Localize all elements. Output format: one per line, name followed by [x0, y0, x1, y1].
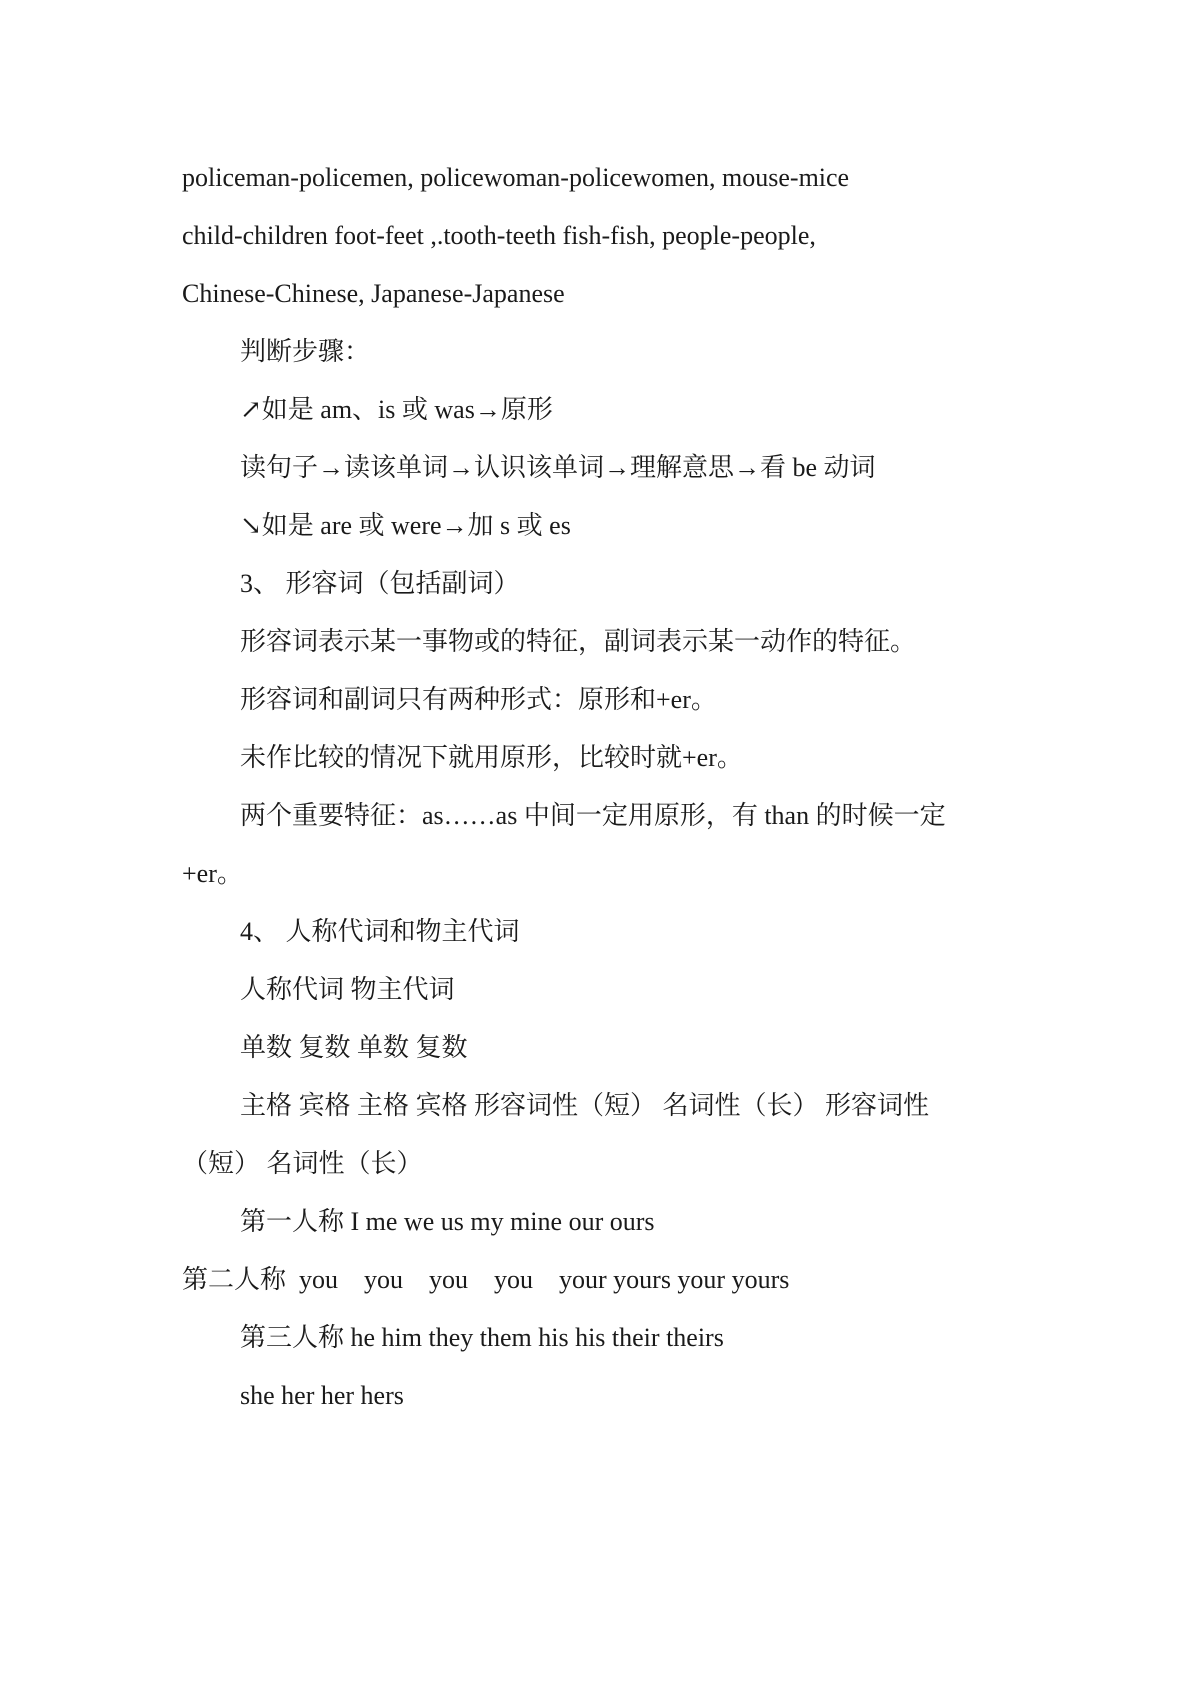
text-line-adjective-definition: 形容词表示某一事物或的特征，副词表示某一动作的特征。 — [240, 627, 917, 656]
text-line-second-person: 第二人称 you you you you your yours your yours — [182, 1265, 790, 1294]
text-line-number-headers: 单数 复数 单数 复数 — [240, 1033, 468, 1062]
text-line-step-plural: ↘如是 are 或 were→加 s 或 es — [240, 511, 571, 540]
text-line-plural-irregular-1: policeman-policemen, policewoman-policewomen, mouse-mice — [182, 163, 850, 192]
text-line-third-person-feminine: she her her hers — [240, 1381, 404, 1410]
text-line-adjective-features: 两个重要特征：as……as 中间一定用原形，有 than 的时候一定 — [240, 801, 946, 830]
text-line-adjective-usage: 未作比较的情况下就用原形，比较时就+er。 — [240, 743, 743, 772]
text-line-plural-irregular-2: child-children foot-feet ,.tooth-teeth fish-fish, people-people, — [182, 221, 816, 250]
section-heading-pronouns: 4、 人称代词和物主代词 — [240, 917, 520, 946]
text-line-pronoun-categories: 人称代词 物主代词 — [240, 975, 455, 1004]
text-line-case-headers: 主格 宾格 主格 宾格 形容词性（短） 名词性（长） 形容词性 — [240, 1091, 930, 1120]
text-line-plural-irregular-3: Chinese-Chinese, Japanese-Japanese — [182, 279, 565, 308]
text-line-step-singular: ↗如是 am、is 或 was→原形 — [240, 395, 553, 424]
text-line-adjective-features-cont: +er。 — [182, 859, 243, 888]
section-heading-adjectives: 3、 形容词（包括副词） — [240, 569, 520, 598]
text-line-step-process: 读句子→读该单词→认识该单词→理解意思→看 be 动词 — [240, 453, 876, 482]
text-line-third-person: 第三人称 he him they them his his their theirs — [240, 1323, 724, 1352]
text-line-case-headers-cont: （短） 名词性（长） — [182, 1149, 423, 1178]
text-line-first-person: 第一人称 I me we us my mine our ours — [240, 1207, 655, 1236]
text-line-adjective-forms: 形容词和副词只有两种形式：原形和+er。 — [240, 685, 717, 714]
text-line-steps-heading: 判断步骤： — [240, 337, 371, 366]
